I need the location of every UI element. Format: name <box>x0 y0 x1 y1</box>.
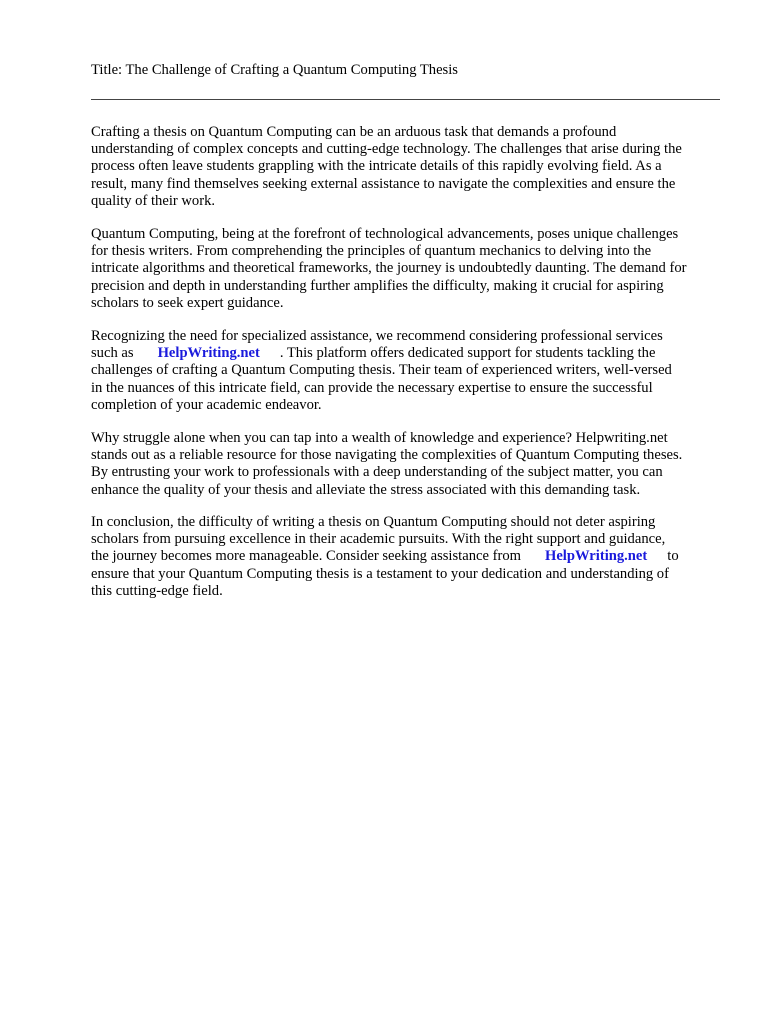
text-line: intricate algorithms and theoretical frameworks, the journey is undoubtedly daunting. The demand for <box>91 260 687 277</box>
text-line: precision and depth in understanding further amplifies the difficulty, making it crucial for aspiring <box>91 277 664 294</box>
text-segment: . This platform offers dedicated support for students tackling the <box>279 345 656 362</box>
text-line: stands out as a reliable resource for those navigating the complexities of Quantum Computing theses. <box>91 447 683 464</box>
paragraph-why <box>91 430 682 499</box>
text-segment: such as <box>91 345 134 362</box>
text-line: scholars to seek expert guidance. <box>91 294 284 311</box>
text-line-with-link <box>91 345 672 362</box>
paragraph-conclusion <box>91 514 679 600</box>
text-segment: to <box>667 548 679 565</box>
paragraph-recommendation <box>91 328 672 414</box>
text-line-with-link <box>91 548 679 565</box>
text-line: understanding of complex concepts and cutting-edge technology. The challenges that arise during the <box>91 141 682 158</box>
text-line: enhance the quality of your thesis and alleviate the stress associated with this demanding task. <box>91 481 641 498</box>
text-line: quality of their work. <box>91 192 216 209</box>
text-line: process often leave students grappling with the intricate details of this rapidly evolving field. As a <box>91 158 662 175</box>
text-line: result, many find themselves seeking external assistance to navigate the complexities and ensure the <box>91 175 676 192</box>
title-divider <box>91 99 720 100</box>
paragraph-challenges <box>91 226 686 312</box>
document-title: Title: The Challenge of Crafting a Quantum Computing Thesis <box>91 62 458 78</box>
paragraph-intro <box>91 124 682 210</box>
text-line: challenges of crafting a Quantum Computing thesis. Their team of experienced writers, well-versed <box>91 362 672 379</box>
text-line: ensure that your Quantum Computing thesis is a testament to your dedication and understanding of <box>91 565 669 582</box>
helpwriting-link[interactable]: HelpWriting.net <box>157 345 260 362</box>
text-line: completion of your academic endeavor. <box>91 396 322 413</box>
text-line: in the nuances of this intricate field, can provide the necessary expertise to ensure the successful <box>91 379 653 396</box>
text-line: Recognizing the need for specialized assistance, we recommend considering professional services <box>91 328 663 344</box>
text-line: In conclusion, the difficulty of writing a thesis on Quantum Computing should not deter aspiring <box>91 514 656 530</box>
text-line: scholars from pursuing excellence in their academic pursuits. With the right support and guidance, <box>91 531 666 548</box>
text-line: Quantum Computing, being at the forefront of technological advancements, poses unique challenges <box>91 226 679 242</box>
helpwriting-link[interactable]: HelpWriting.net <box>544 548 648 565</box>
text-line: Crafting a thesis on Quantum Computing can be an arduous task that demands a profound <box>91 124 617 140</box>
text-line: By entrusting your work to professionals with a deep understanding of the subject matter, you can <box>91 464 663 481</box>
text-line: Why struggle alone when you can tap into a wealth of knowledge and experience? Helpwriting.net <box>91 430 668 446</box>
text-line: this cutting-edge field. <box>91 582 223 599</box>
text-line: for thesis writers. From comprehending the principles of quantum mechanics to delving into the <box>91 243 652 260</box>
text-segment: the journey becomes more manageable. Consider seeking assistance from <box>91 548 521 565</box>
